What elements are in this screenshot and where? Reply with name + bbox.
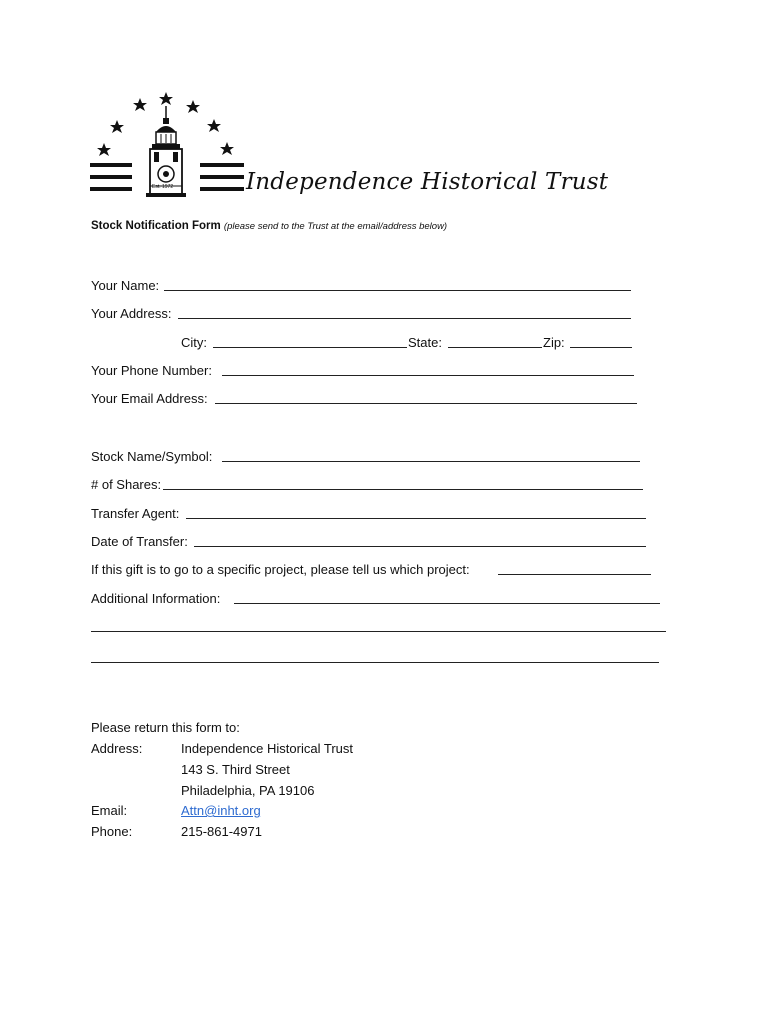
transfer-agent-field[interactable] <box>186 518 646 519</box>
project-field[interactable] <box>498 574 651 575</box>
transfer-date-label: Date of Transfer: <box>91 534 188 549</box>
zip-label: Zip: <box>543 335 565 350</box>
phone-label: Your Phone Number: <box>91 363 212 378</box>
state-label: State: <box>408 335 442 350</box>
logo-caption: Est. 1972 <box>152 184 174 190</box>
org-name-heading: Independence Historical Trust <box>246 169 609 195</box>
transfer-agent-label: Transfer Agent: <box>91 506 180 521</box>
form-title-note: (please send to the Trust at the email/address below) <box>223 221 448 232</box>
project-label: If this gift is to go to a specific project, please tell us which project: <box>91 562 470 577</box>
return-heading: Please return this form to: <box>91 720 240 735</box>
email-label: Your Email Address: <box>91 391 208 406</box>
address-field[interactable] <box>178 318 631 319</box>
name-field[interactable] <box>164 290 631 291</box>
stock-name-field[interactable] <box>222 461 640 462</box>
state-field[interactable] <box>448 347 542 348</box>
return-address-line-1: Independence Historical Trust <box>181 741 353 756</box>
return-email-link[interactable]: Attn@inht.org <box>181 803 261 818</box>
additional-info-field[interactable] <box>234 603 660 604</box>
phone-field[interactable] <box>222 375 634 376</box>
additional-info-line-2[interactable] <box>91 631 666 632</box>
shares-label: # of Shares: <box>91 477 162 492</box>
additional-info-label: Additional Information: <box>91 591 221 606</box>
return-phone-value: 215-861-4971 <box>181 824 262 839</box>
return-email-label: Email: <box>91 803 128 818</box>
address-label: Your Address: <box>91 306 172 321</box>
stock-name-label: Stock Name/Symbol: <box>91 449 213 464</box>
zip-field[interactable] <box>570 347 632 348</box>
city-field[interactable] <box>213 347 407 348</box>
name-label: Your Name: <box>91 278 160 293</box>
transfer-date-field[interactable] <box>194 546 646 547</box>
city-label: City: <box>181 335 207 350</box>
form-title-text: Stock Notification Form <box>91 220 221 232</box>
additional-info-line-3[interactable] <box>91 662 659 663</box>
shares-field[interactable] <box>163 489 643 490</box>
return-address-line-2: 143 S. Third Street <box>181 762 290 777</box>
return-address-label: Address: <box>91 741 143 756</box>
trust-logo <box>86 88 256 200</box>
return-phone-label: Phone: <box>91 824 133 839</box>
email-field[interactable] <box>215 403 637 404</box>
form-title <box>91 219 447 234</box>
return-address-line-3: Philadelphia, PA 19106 <box>181 783 315 798</box>
